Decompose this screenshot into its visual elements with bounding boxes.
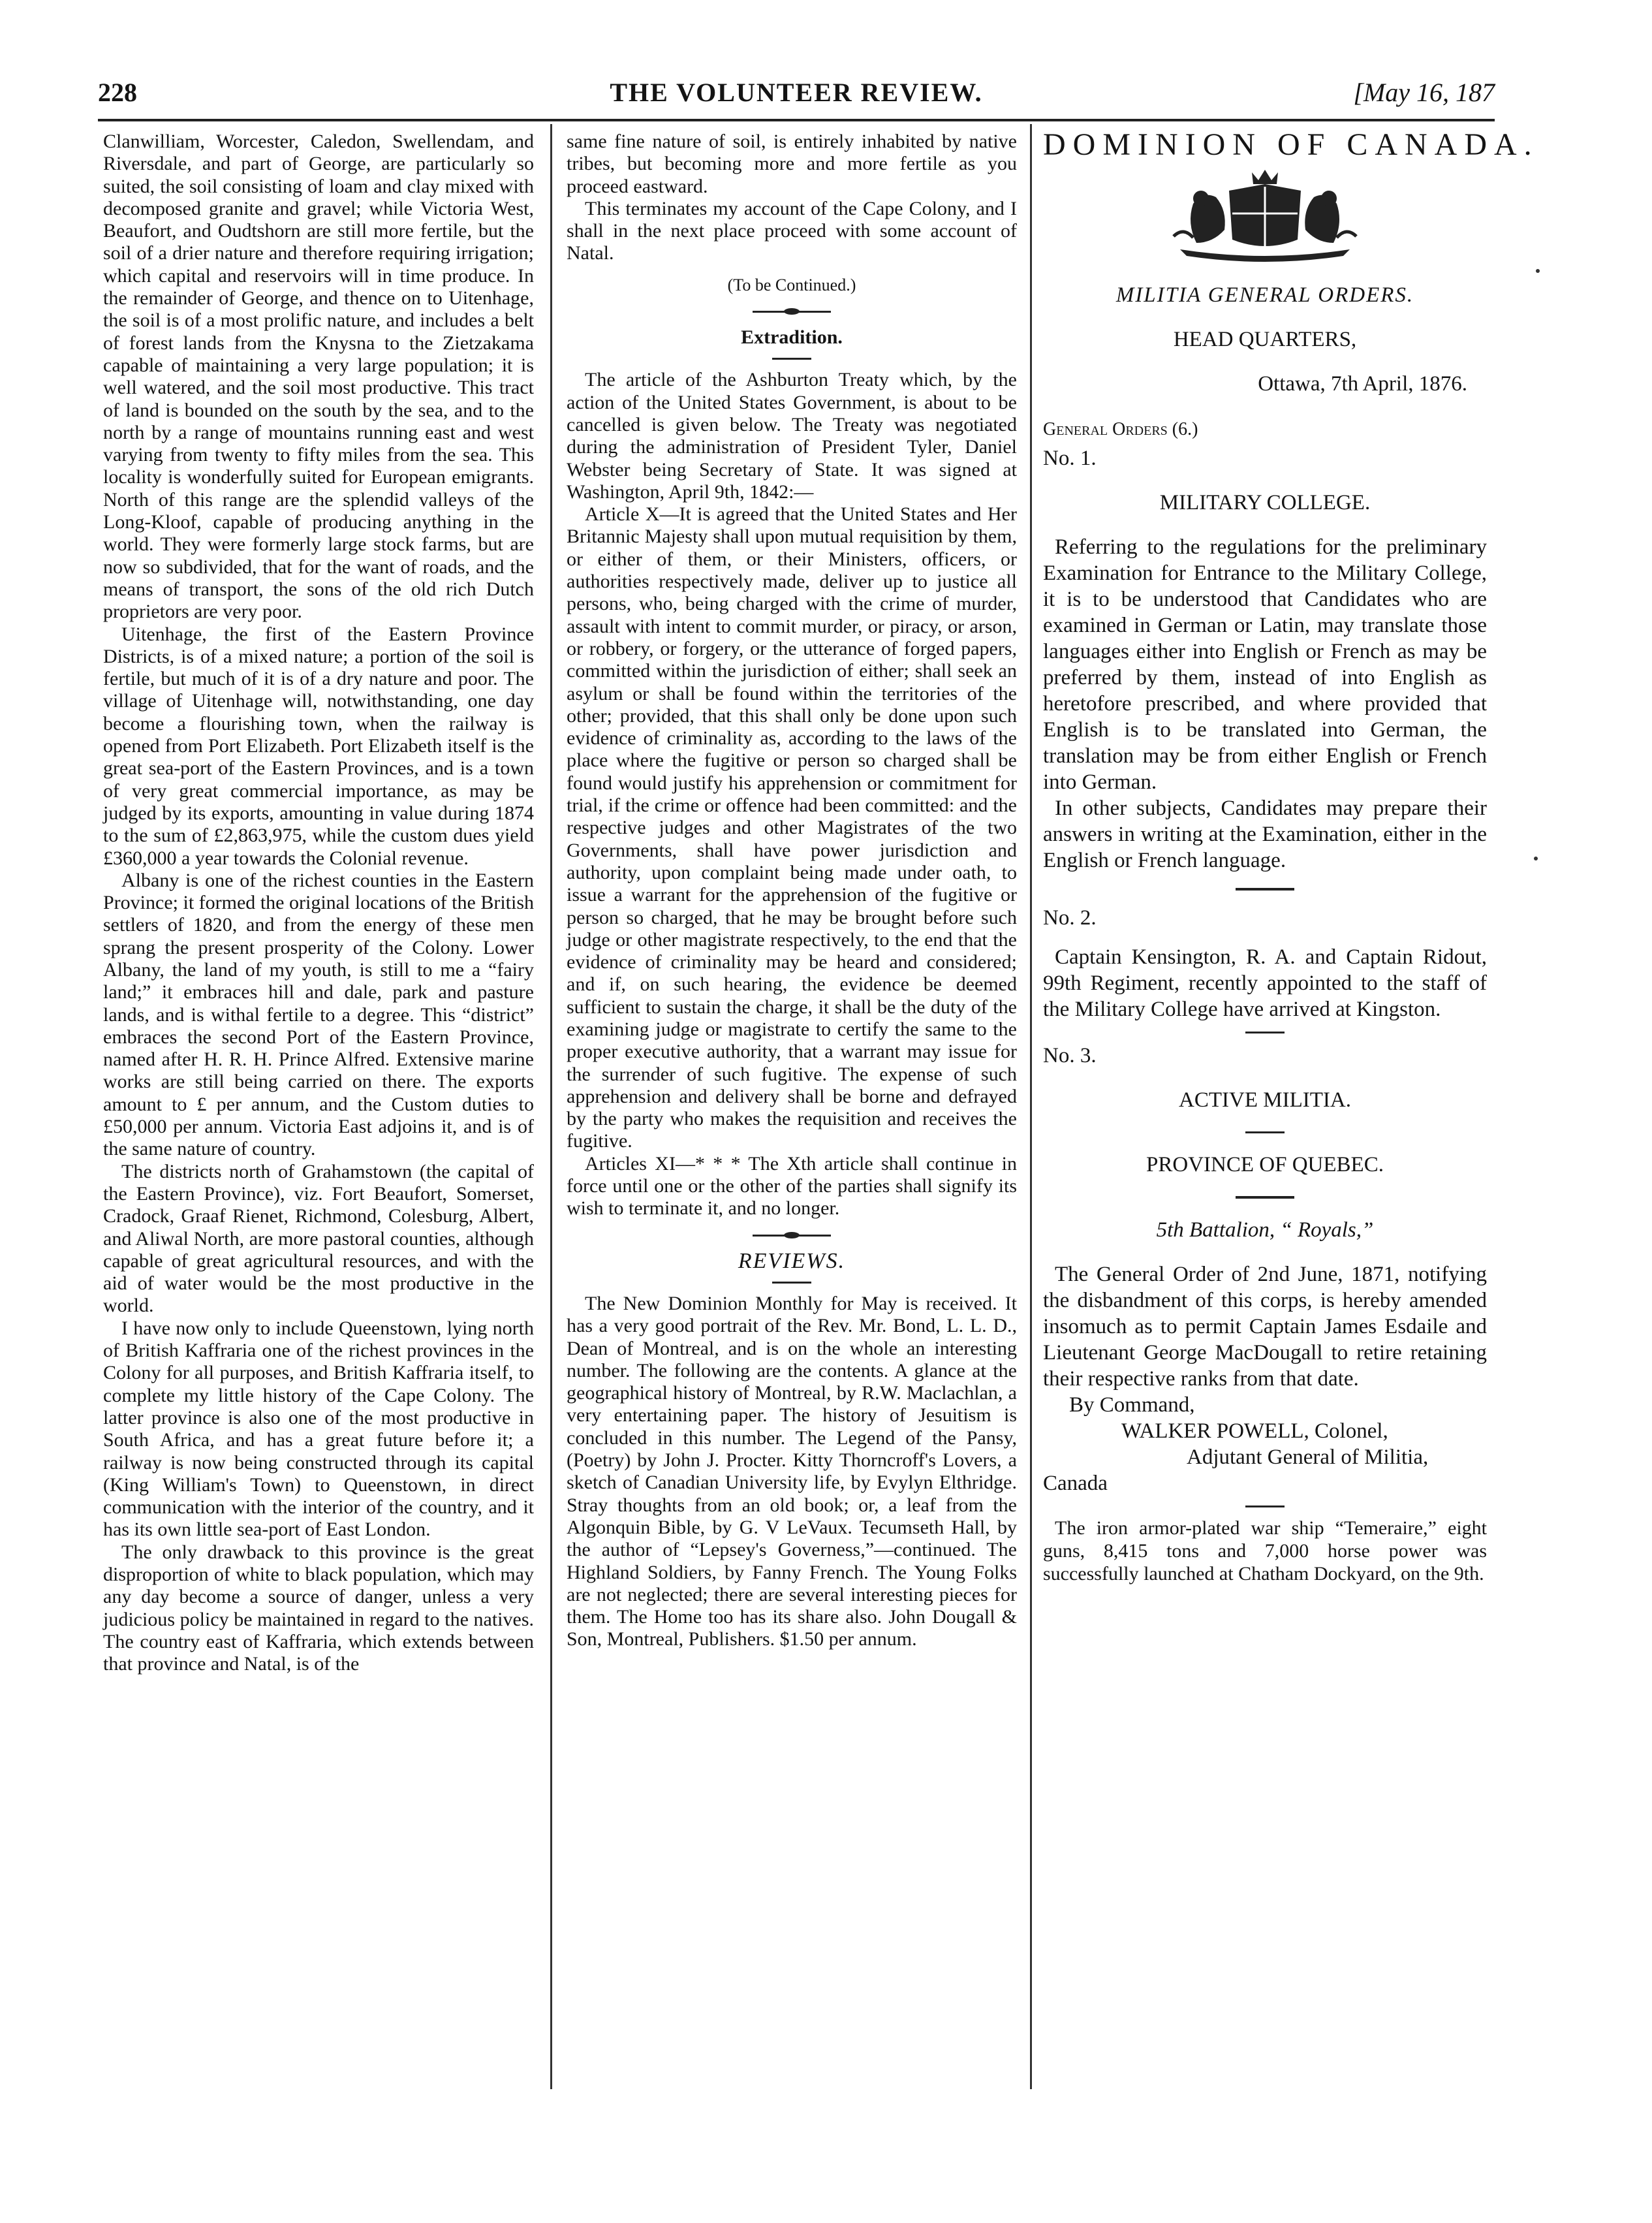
order-number: No. 1.: [1043, 447, 1097, 470]
short-rule: [1245, 1506, 1285, 1507]
article-paragraph: Articles XI—* * * The Xth article shall continue in force until one or the other of the parties shall signify its wish to terminate it, and no longer.: [567, 1152, 1017, 1220]
article-paragraph: I have now only to include Queenstown, lying north of British Kaffraria one of the richest provinces in the Colony for all purposes, and British Kaffraria itself, to complete my little history of the Cape Colony. The latter province is also one of the most productive in South Africa, and has a great future before it; a railway is now being constructed through its capital (King William's Town) to Queenstown, in direct communication with the interior of the country, and it has its own little sea-port of East London.: [103, 1317, 534, 1541]
order-number: No. 2.: [1043, 906, 1097, 930]
section-separator: [753, 1232, 831, 1238]
article-paragraph: same fine nature of soil, is entirely inhabited by native tribes, but becoming more and more fertile as you proceed eastward.: [567, 131, 1017, 197]
order-separator: [1245, 1032, 1285, 1033]
article-paragraph: The only drawback to this province is the great disproportion of white to black population, which may any day become a source of danger, unless a very judicious policy be maintained in regard to the natives. The country east of Kaffraria, which extends between that province and Natal, is of the: [103, 1541, 534, 1675]
newspaper-title: THE VOLUNTEER REVIEW.: [610, 78, 983, 107]
review-paragraph: The New Dominion Monthly for May is received. It has a very good portrait of the Rev. Mr. Bond, L. L. D., Dean of Montreal, and is on the whole an interesting number. The following are the contents. A glance at the geographical history of Montreal, by R.W. Maclachlan, a very entertaining paper. The history of Jesuitism is concluded in this number. The Legend of the Pansy, (Poetry) by John J. Procter. Kitty Thorncroff's Lovers, a sketch of Canadian University life, by Evylyn Elthridge. Stray thoughts from an old book; or, a leaf from the Algonquin Bible, by G. V LeVaux. Tecumseth Hall, by the author of “Lepsey's Governess,”—continued. The Highland Soldiers, by Fanny French. The Young Folks are not neglected; there are several interesting pieces for them. The Home too has its share also. John Dougall & Son, Montreal, Publishers. $1.50 per annum.: [567, 1292, 1017, 1650]
order-paragraph: The General Order of 2nd June, 1871, notifying the disbandment of this corps, is hereby amended insomuch as to permit Captain James Esdaile and Lieutenant George MacDougall to retire retaining their respective ranks from that date.: [1043, 1263, 1487, 1391]
column-divider-1: [550, 124, 552, 2089]
article-paragraph: Uitenhage, the first of the Eastern Province Districts, is of a mixed nature; a portion of the soil is fertile, but much of it is of a dry nature and poor. The village of Uitenhage will, notwithstanding, one day become a flourishing town, when the railway is opened from Port Elizabeth. Port Elizabeth itself is the great sea-port of the Eastern Provinces, and is a town of very great commercial importance, as may be judged by its exports, amounting in value during 1874 to the sum of £2,863,975, while the custom dues yield £360,000 a year towards the Colonial revenue.: [103, 623, 534, 869]
signer-title: Adjutant General of Militia,: [1187, 1445, 1429, 1469]
order-separator: [1236, 888, 1294, 891]
column-3-militia-orders: [1043, 127, 1539, 2089]
short-rule: [772, 1282, 811, 1284]
extradition-heading: Extradition.: [741, 326, 843, 349]
article-paragraph: The article of the Ashburton Treaty which, by the action of the United States Government, is about to be cancelled is given below. The Treaty was negotiated during the administration of President Tyler, Daniel Webster being Secretary of State. It was signed at Washington, April 9th, 1842:—: [567, 369, 1017, 503]
signer-country: Canada: [1043, 1472, 1108, 1495]
province-heading: PROVINCE OF QUEBEC.: [1146, 1153, 1384, 1176]
dominion-title: DOMINION OF CANADA.: [1043, 127, 1539, 162]
order-paragraph: Referring to the regulations for the preliminary Examination for Entrance to the Military College, it is to be understood that Candidates who are examined in German or Latin, may translate those languages either into English or French as may be preferred by them, instead of into English as heretofore prescribed, and where provided that English is to be translated into German, the translation may be from either English or French into German.: [1043, 535, 1487, 794]
military-college-heading: MILITARY COLLEGE.: [1159, 491, 1371, 514]
header-rule: [98, 119, 1495, 121]
article-paragraph: This terminates my account of the Cape Colony, and I shall in the next place proceed with some account of Natal.: [567, 197, 1017, 264]
column-divider-2: [1030, 124, 1032, 2089]
column-1-cape-colony-article: [103, 131, 534, 2089]
article-paragraph: Albany is one of the richest counties in the Eastern Province; it formed the original locations of the British settlers of 1820, and from the energy of these men sprang the present prosperity of the Colony. Lower Albany, the land of my youth, is still to me a “fairy land;” it embraces hill and dale, park and pasture lands, and is withal fertile to a degree. This “district” embraces the second Port of the Eastern Province, named after H. R. H. Prince Alfred. Extensive marine works are still being carried on there. The exports amount to £ per annum, and the Custom duties to £50,000 per annum. Victoria East adjoins it, and is of the same nature of country.: [103, 869, 534, 1160]
general-orders-label: General Orders (6.): [1043, 419, 1198, 439]
short-rule: [1245, 1131, 1285, 1133]
article-paragraph: Clanwilliam, Worcester, Caledon, Swellendam, and Riversdale, and part of George, are particularly so suited, the soil consisting of loam and clay mixed with decomposed granite and gravel; while Victoria West, Beaufort, and Oudtshorn are still more fertile, but the soil of a drier nature and therefore requiring irrigation; which capital and reservoirs will in time produce. In the remainder of George, and thence on to Uitenhage, the soil is of a most prolific nature, and includes a belt of forest lands from the Knysna to the Zietzakama capable of maintaining a very large population; it is well watered, and the soil most productive. This tract of land is bounded on the south by the sea, and to the north by a range of mountains running east and west varying from twenty to fifty miles from the sea. This locality is wonderfully suited for European emigrants. North of this range are the splendid valleys of the Long-Kloof, capable of producing anything in the world. They were formerly large stock farms, but are now so subdivided, that for the want of roads, and the means of transport, the sons of the old rich Dutch proprietors are very poor.: [103, 131, 534, 623]
article-paragraph: The districts north of Grahamstown (the capital of the Eastern Province), viz. Fort Beaufort, Somerset, Cradock, Graaf Rienet, Richmond, Colesburg, Albert, and Aliwal North, are more pastoral counties, although capable of great agricultural resources, and with the aid of water would be the most productive in the world.: [103, 1160, 534, 1317]
issue-date: [May 16, 187: [1353, 78, 1495, 107]
place-and-date: Ottawa, 7th April, 1876.: [1258, 372, 1467, 396]
order-paragraph: Captain Kensington, R. A. and Captain Ridout, 99th Regiment, recently appointed to the staff of the Military College have arrived at Kingston.: [1043, 945, 1487, 1021]
temeraire-news-item: The iron armor-plated war ship “Temeraire,” eight guns, 8,415 tons and 7,000 horse power was successfully launched at Chatham Dockyard, on the 9th.: [1043, 1517, 1487, 1584]
short-rule: [772, 358, 811, 360]
column-2: [567, 131, 1017, 2089]
page-header: [98, 77, 1495, 116]
signer-name: WALKER POWELL, Colonel,: [1121, 1419, 1388, 1443]
order-paragraph: In other subjects, Candidates may prepare their answers in writing at the Examination, either in the English or French language.: [1043, 796, 1487, 872]
section-separator: [753, 308, 831, 315]
short-rule: [1236, 1196, 1294, 1199]
margin-speck: [1534, 857, 1538, 860]
battalion-heading: 5th Battalion, “ Royals,”: [1156, 1218, 1374, 1242]
article-paragraph: Article X—It is agreed that the United States and Her Britannic Majesty shall upon mutual requisition by them, or either of them, or their Ministers, officers, or authorities respectively made, deliver up to justice all persons, who, being charged with the crime of murder, assault with intent to commit murder, or piracy, or arson, or robbery, or forgery, or the utterance of forged papers, committed within the jurisdiction of either; shall seek an asylum or shall be found within the territories of the other; provided, that this shall only be done upon such evidence of criminality as, according to the laws of the place where the fugitive or person so charged shall be found would justify his apprehension or commitment for trial, if the crime or offence had been committed: and the respective judges and other Magistrates of the two Governments, shall have power jurisdiction and authority, upon complaint being made under oath, to issue a warrant for the apprehension of the fugitive or person so charged, that he may be brought before such judge or other magistrate respectively, to the end that the evidence of criminality may be heard and considered; and if, on such hearing, the evidence be deemed sufficient to sustain the charge, it shall be the duty of the examining judge or magistrate to certify the same to the proper executive authority, that a warrant may issue for the surrender of such fugitive. The expense of such apprehension and delivery shall be borne and defrayed by the party who makes the requisition and receives the fugitive.: [567, 503, 1017, 1152]
active-militia-heading: ACTIVE MILITIA.: [1179, 1088, 1351, 1112]
margin-speck: [1536, 269, 1540, 273]
royal-coat-of-arms-icon: [1167, 165, 1363, 262]
reviews-heading: REVIEWS.: [738, 1248, 846, 1273]
militia-general-orders-heading: MILITIA GENERAL ORDERS.: [1115, 283, 1414, 307]
by-command: By Command,: [1069, 1393, 1195, 1417]
head-quarters-heading: HEAD QUARTERS,: [1173, 328, 1357, 351]
page-number: 228: [98, 78, 137, 107]
order-number: No. 3.: [1043, 1044, 1097, 1067]
to-be-continued-note: (To be Continued.): [727, 275, 856, 294]
